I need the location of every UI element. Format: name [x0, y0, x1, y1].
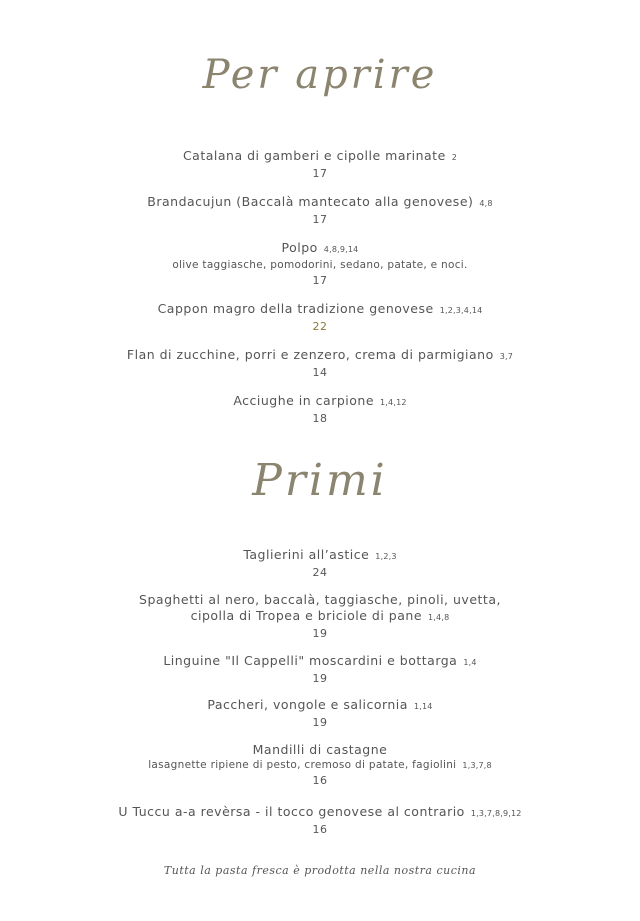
item-allergens: 1,4 — [463, 658, 477, 667]
item-allergens: 1,4,8 — [428, 613, 450, 622]
item-allergens: 2 — [451, 153, 458, 162]
item-allergens: 1,14 — [413, 702, 433, 711]
menu-item — [0, 393, 640, 426]
menu-item — [0, 653, 640, 686]
item-allergens: 1,3,7,8 — [462, 761, 492, 770]
item-allergens: 1,2,3 — [375, 552, 397, 561]
item-name: Spaghetti al nero, baccalà, taggiasche, pinoli, uvetta, — [139, 592, 501, 607]
menu-item — [0, 742, 640, 788]
footer-note: Tutta la pasta fresca è prodotta nella nostra cucina — [163, 864, 477, 877]
item-allergens: 1,2,3,4,14 — [439, 306, 483, 315]
item-description: olive taggiasche, pomodorini, sedano, patate, e noci. — [172, 259, 468, 271]
item-price: 18 — [312, 412, 328, 425]
item-description: lasagnette ripiene di pesto, cremoso di patate, fagiolini — [148, 759, 457, 771]
item-name: Cappon magro della tradizione genovese — [157, 301, 434, 316]
item-price: 17 — [312, 213, 328, 226]
item-name: Brandacujun (Baccalà mantecato alla genovese) — [147, 194, 474, 209]
item-name: U Tuccu a-a revèrsa - il tocco genovese al contrario — [118, 804, 465, 819]
section-title-primi: Primi — [252, 455, 388, 506]
item-price: 16 — [312, 823, 328, 836]
item-price: 19 — [312, 627, 328, 640]
item-name: Taglierini all’astice — [243, 547, 370, 562]
item-price: 17 — [312, 167, 328, 180]
item-name: Mandilli di castagne — [252, 742, 388, 757]
item-allergens: 3,7 — [499, 352, 514, 361]
menu-item — [0, 804, 640, 837]
item-name-line2: cipolla di Tropea e briciole di pane — [190, 608, 423, 623]
item-name: Flan di zucchine, porri e zenzero, crema di parmigiano — [126, 347, 494, 362]
item-allergens: 1,4,12 — [380, 398, 407, 407]
item-price: 16 — [312, 774, 328, 787]
item-price: 14 — [312, 366, 328, 379]
menu-item — [0, 240, 640, 288]
menu-item — [0, 547, 640, 580]
item-name: Polpo — [281, 240, 318, 255]
item-price: 24 — [312, 566, 328, 579]
menu-item — [0, 148, 640, 181]
item-allergens: 4,8 — [479, 199, 493, 208]
item-name: Catalana di gamberi e cipolle marinate — [182, 148, 446, 163]
menu-item — [0, 347, 640, 380]
item-price: 19 — [312, 716, 328, 729]
menu-item — [0, 301, 640, 334]
item-name: Linguine "Il Cappelli" moscardini e bottarga — [163, 653, 458, 668]
item-name: Acciughe in carpione — [233, 393, 375, 408]
item-allergens: 4,8,9,14 — [323, 245, 359, 254]
menu-item — [0, 697, 640, 730]
section-title-per-aprire: Per aprire — [202, 52, 438, 98]
item-allergens: 1,3,7,8,9,12 — [470, 809, 522, 818]
item-name: Paccheri, vongole e salicornia — [207, 697, 408, 712]
menu-item — [0, 592, 640, 641]
item-price: 17 — [312, 274, 328, 287]
menu-item — [0, 194, 640, 227]
item-price: 19 — [312, 672, 328, 685]
item-price: 22 — [312, 320, 328, 333]
